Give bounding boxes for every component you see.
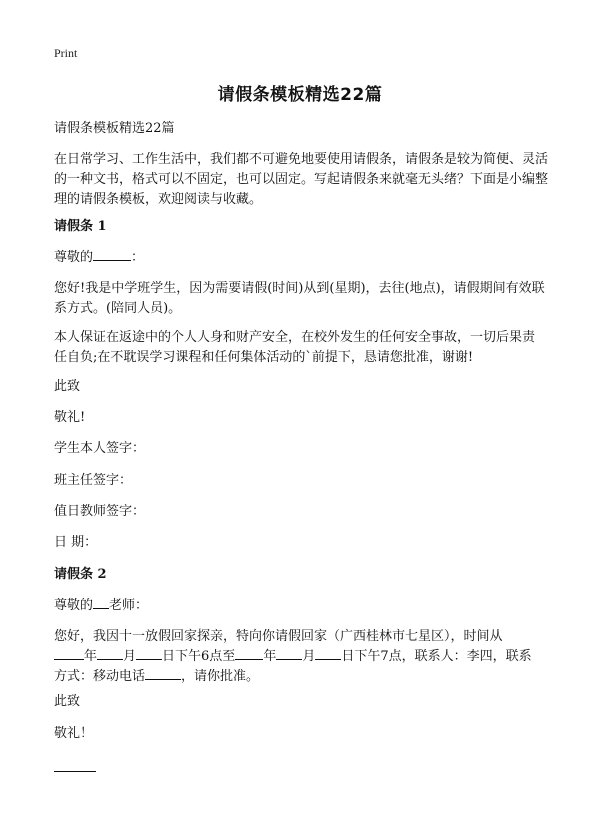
note1-body-2: 本人保证在返途中的个人人身和财产安全，在校外发生的任何安全事故，一切后果责任自负;在不耽误学习课程和任何集体活动的`前提下，恳请您批准，谢谢! xyxy=(54,330,536,365)
salutation-colon: ： xyxy=(131,250,145,265)
salutation-text: 尊敬的 xyxy=(54,598,94,613)
intro-paragraph: 在日常学习、工作生活中，我们都不可避免地要使用请假条，请假条是较为简便、灵活的一种文书，格式可以不固定，也可以固定。写起请假条来就毫无头绪？下面是小编整理的请假条模板，欢迎阅读与收藏。 xyxy=(54,152,549,207)
contact-label: 方式：移动电话 xyxy=(54,669,146,684)
year-blank xyxy=(54,647,84,660)
note2-body-line-1: 您好，我因十一放假回家探亲，特向你请假回家（广西桂林市七星区），时间从 xyxy=(54,629,503,644)
day-blank-2 xyxy=(315,647,341,660)
name-blank xyxy=(93,596,109,609)
note1-salutation xyxy=(54,248,554,268)
month-blank xyxy=(97,647,123,660)
day-blank xyxy=(136,647,162,660)
year-label: 年 xyxy=(84,649,98,664)
note2-heading: 请假条 2 xyxy=(54,567,107,582)
print-link[interactable]: Print xyxy=(54,46,78,60)
note1-heading: 请假条 1 xyxy=(54,219,107,234)
approval-request: ，请你批准。 xyxy=(181,669,260,684)
note2-salutation xyxy=(54,596,554,616)
note1-duty-signature: 值日教师签字： xyxy=(54,504,146,519)
note2-closing-2: 敬礼！ xyxy=(54,726,94,741)
name-blank xyxy=(93,248,131,261)
intro-subtitle: 请假条模板精选22篇 xyxy=(54,121,175,136)
salutation-teacher: 老师： xyxy=(109,598,149,613)
day-label-2: 日下午7点，联系人：李四，联系 xyxy=(341,649,532,664)
note2-body-line-2 xyxy=(54,647,548,667)
note2-body xyxy=(54,627,548,687)
phone-blank xyxy=(145,667,181,680)
month-blank-2 xyxy=(276,647,302,660)
note1-student-signature: 学生本人签字： xyxy=(54,441,146,456)
month-label: 月 xyxy=(123,649,137,664)
month-label-2: 月 xyxy=(302,649,316,664)
note1-closing-1: 此致 xyxy=(54,379,81,394)
year-blank-2 xyxy=(235,647,263,660)
year-label-2: 年 xyxy=(263,649,277,664)
note1-body-1: 您好!我是中学班学生，因为需要请假(时间)从到(星期)，去往(地点)，请假期间有效联系方式。(陪同人员)。 xyxy=(54,281,545,316)
note1-teacher-signature: 班主任签字： xyxy=(54,473,133,488)
day-label-1: 日下午6点至 xyxy=(162,649,236,664)
signature-line xyxy=(54,771,96,772)
note2-closing-1: 此致 xyxy=(54,694,81,709)
note1-date: 日 期： xyxy=(54,535,98,550)
note1-closing-2: 敬礼! xyxy=(54,410,86,425)
note2-body-line-3 xyxy=(54,667,548,687)
salutation-text: 尊敬的 xyxy=(54,250,94,265)
document-title: 请假条模板精选22篇 xyxy=(217,85,383,105)
